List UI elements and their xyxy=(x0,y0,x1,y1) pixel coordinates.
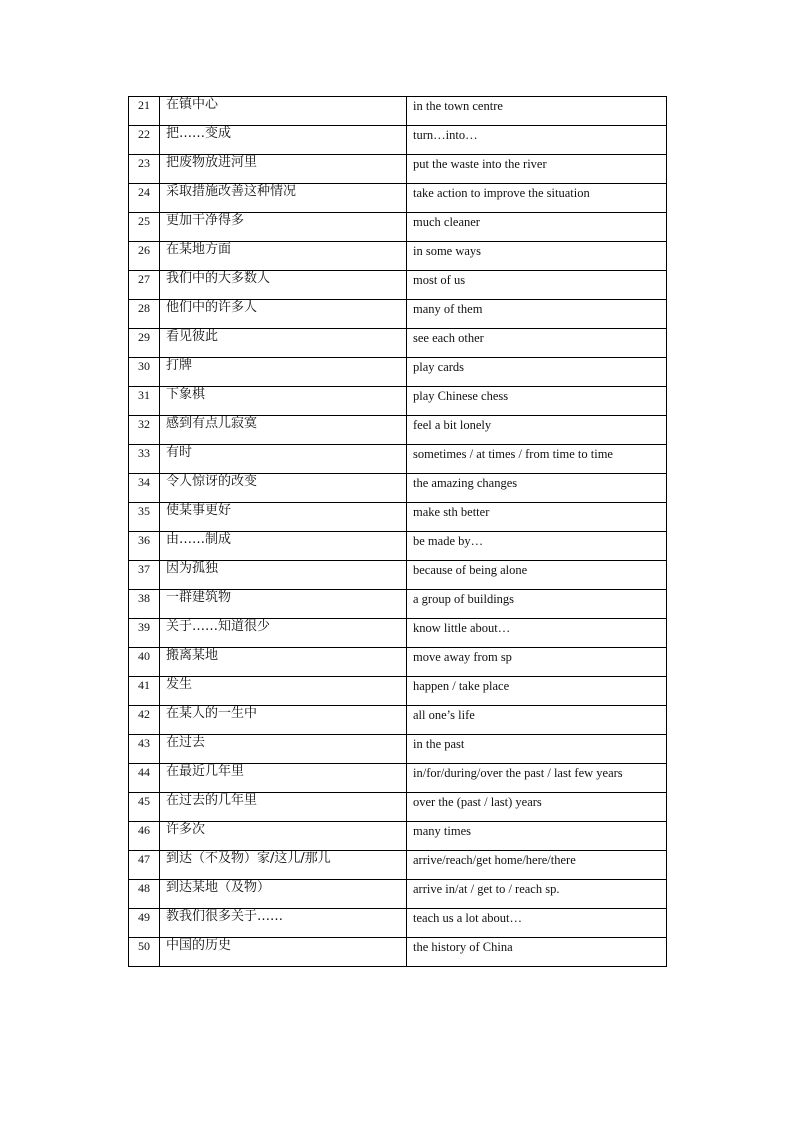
row-number: 44 xyxy=(129,764,160,793)
english-phrase: make sth better xyxy=(407,503,667,532)
row-number: 32 xyxy=(129,416,160,445)
chinese-phrase: 在最近几年里 xyxy=(160,764,407,793)
english-phrase: all one’s life xyxy=(407,706,667,735)
english-phrase: move away from sp xyxy=(407,648,667,677)
row-number: 46 xyxy=(129,822,160,851)
english-phrase: in the town centre xyxy=(407,97,667,126)
english-phrase: know little about… xyxy=(407,619,667,648)
chinese-phrase: 在过去 xyxy=(160,735,407,764)
english-phrase: many times xyxy=(407,822,667,851)
table-row xyxy=(129,880,667,909)
chinese-phrase: 我们中的大多数人 xyxy=(160,271,407,300)
english-phrase: most of us xyxy=(407,271,667,300)
table-row xyxy=(129,358,667,387)
row-number: 41 xyxy=(129,677,160,706)
chinese-phrase: 使某事更好 xyxy=(160,503,407,532)
chinese-phrase: 在某地方面 xyxy=(160,242,407,271)
english-phrase: teach us a lot about… xyxy=(407,909,667,938)
table-row xyxy=(129,706,667,735)
row-number: 30 xyxy=(129,358,160,387)
chinese-phrase: 有时 xyxy=(160,445,407,474)
table-row xyxy=(129,184,667,213)
row-number: 47 xyxy=(129,851,160,880)
english-phrase: sometimes / at times / from time to time xyxy=(407,445,667,474)
english-phrase: much cleaner xyxy=(407,213,667,242)
chinese-phrase: 在过去的几年里 xyxy=(160,793,407,822)
row-number: 23 xyxy=(129,155,160,184)
chinese-phrase: 看见彼此 xyxy=(160,329,407,358)
english-phrase: be made by… xyxy=(407,532,667,561)
english-phrase: turn…into… xyxy=(407,126,667,155)
english-phrase: play cards xyxy=(407,358,667,387)
english-phrase: the amazing changes xyxy=(407,474,667,503)
table-row xyxy=(129,561,667,590)
table-row xyxy=(129,619,667,648)
chinese-phrase: 在某人的一生中 xyxy=(160,706,407,735)
english-phrase: in/for/during/over the past / last few years xyxy=(407,764,667,793)
chinese-phrase: 打牌 xyxy=(160,358,407,387)
row-number: 25 xyxy=(129,213,160,242)
chinese-phrase: 发生 xyxy=(160,677,407,706)
row-number: 34 xyxy=(129,474,160,503)
table-row xyxy=(129,909,667,938)
english-phrase: take action to improve the situation xyxy=(407,184,667,213)
chinese-phrase: 一群建筑物 xyxy=(160,590,407,619)
table-row xyxy=(129,764,667,793)
row-number: 27 xyxy=(129,271,160,300)
table-row xyxy=(129,213,667,242)
chinese-phrase: 把……变成 xyxy=(160,126,407,155)
english-phrase: put the waste into the river xyxy=(407,155,667,184)
table-row xyxy=(129,851,667,880)
english-phrase: in the past xyxy=(407,735,667,764)
chinese-phrase: 更加干净得多 xyxy=(160,213,407,242)
table-row xyxy=(129,648,667,677)
english-phrase: a group of buildings xyxy=(407,590,667,619)
row-number: 26 xyxy=(129,242,160,271)
vocabulary-table xyxy=(128,96,667,967)
table-row xyxy=(129,735,667,764)
table-row xyxy=(129,242,667,271)
row-number: 40 xyxy=(129,648,160,677)
english-phrase: feel a bit lonely xyxy=(407,416,667,445)
chinese-phrase: 关于……知道很少 xyxy=(160,619,407,648)
english-phrase: many of them xyxy=(407,300,667,329)
table-row xyxy=(129,590,667,619)
chinese-phrase: 因为孤独 xyxy=(160,561,407,590)
table-row xyxy=(129,793,667,822)
table-row xyxy=(129,155,667,184)
table-row xyxy=(129,329,667,358)
row-number: 35 xyxy=(129,503,160,532)
row-number: 48 xyxy=(129,880,160,909)
table-row xyxy=(129,445,667,474)
table-row xyxy=(129,126,667,155)
english-phrase: see each other xyxy=(407,329,667,358)
chinese-phrase: 感到有点儿寂寞 xyxy=(160,416,407,445)
chinese-phrase: 下象棋 xyxy=(160,387,407,416)
table-row xyxy=(129,677,667,706)
chinese-phrase: 由……制成 xyxy=(160,532,407,561)
table-row xyxy=(129,97,667,126)
table-row xyxy=(129,416,667,445)
english-phrase: happen / take place xyxy=(407,677,667,706)
chinese-phrase: 中国的历史 xyxy=(160,938,407,967)
chinese-phrase: 许多次 xyxy=(160,822,407,851)
table-row xyxy=(129,300,667,329)
english-phrase: arrive/reach/get home/here/there xyxy=(407,851,667,880)
chinese-phrase: 把废物放进河里 xyxy=(160,155,407,184)
row-number: 49 xyxy=(129,909,160,938)
row-number: 50 xyxy=(129,938,160,967)
row-number: 39 xyxy=(129,619,160,648)
english-phrase: play Chinese chess xyxy=(407,387,667,416)
table-row xyxy=(129,822,667,851)
table-row xyxy=(129,503,667,532)
row-number: 21 xyxy=(129,97,160,126)
chinese-phrase: 搬离某地 xyxy=(160,648,407,677)
chinese-phrase: 到达（不及物）家/这儿/那儿 xyxy=(160,851,407,880)
table-row xyxy=(129,387,667,416)
row-number: 45 xyxy=(129,793,160,822)
table-row xyxy=(129,532,667,561)
row-number: 29 xyxy=(129,329,160,358)
row-number: 28 xyxy=(129,300,160,329)
english-phrase: arrive in/at / get to / reach sp. xyxy=(407,880,667,909)
row-number: 22 xyxy=(129,126,160,155)
row-number: 43 xyxy=(129,735,160,764)
row-number: 38 xyxy=(129,590,160,619)
table-row xyxy=(129,474,667,503)
english-phrase: because of being alone xyxy=(407,561,667,590)
chinese-phrase: 他们中的许多人 xyxy=(160,300,407,329)
vocabulary-table-body xyxy=(129,97,667,967)
row-number: 42 xyxy=(129,706,160,735)
english-phrase: the history of China xyxy=(407,938,667,967)
english-phrase: over the (past / last) years xyxy=(407,793,667,822)
english-phrase: in some ways xyxy=(407,242,667,271)
chinese-phrase: 到达某地（及物） xyxy=(160,880,407,909)
row-number: 33 xyxy=(129,445,160,474)
table-row xyxy=(129,271,667,300)
row-number: 36 xyxy=(129,532,160,561)
row-number: 31 xyxy=(129,387,160,416)
row-number: 37 xyxy=(129,561,160,590)
chinese-phrase: 令人惊讶的改变 xyxy=(160,474,407,503)
chinese-phrase: 教我们很多关于…… xyxy=(160,909,407,938)
table-row xyxy=(129,938,667,967)
row-number: 24 xyxy=(129,184,160,213)
chinese-phrase: 在镇中心 xyxy=(160,97,407,126)
chinese-phrase: 采取措施改善这种情况 xyxy=(160,184,407,213)
